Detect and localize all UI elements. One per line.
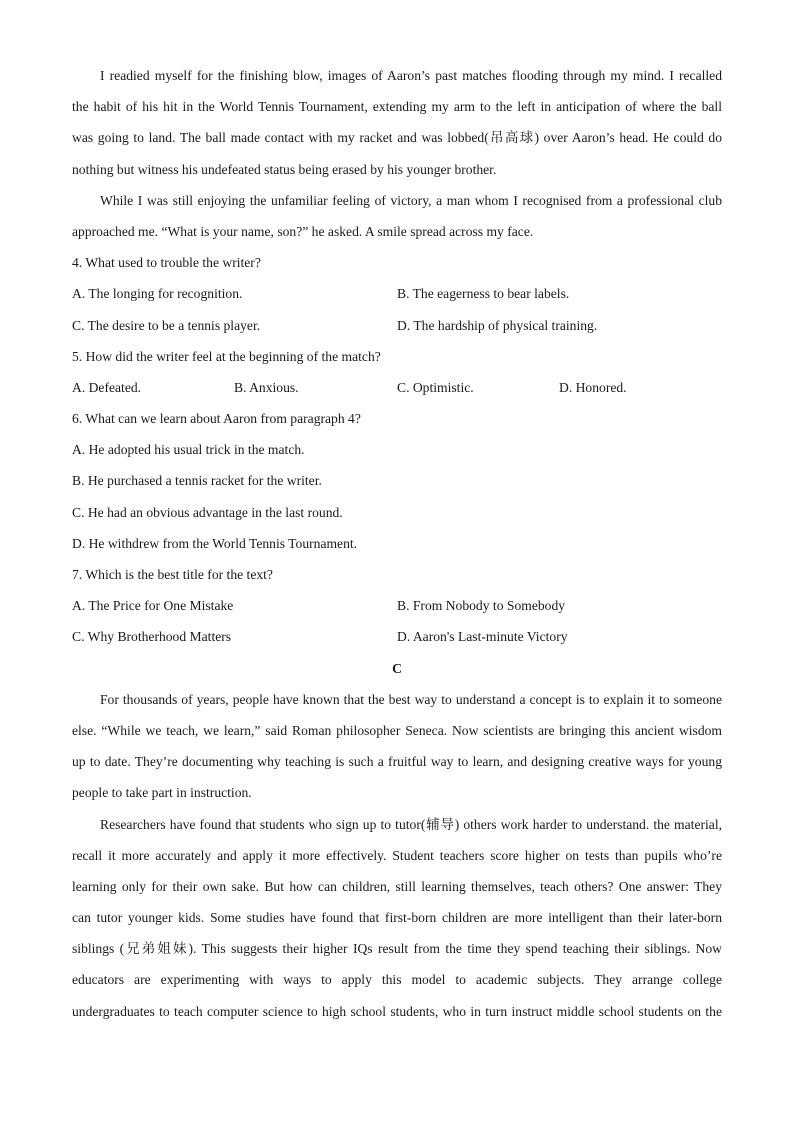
text-line: approached me. “What is your name, son?” he asked. A smile spread across my face.: [72, 223, 534, 239]
text-line: While I was still enjoying the unfamiliar feeling of victory, a man whom I recognised from a professional club: [100, 192, 722, 208]
text-line: can tutor younger kids. Some studies have found that first-born children are more intelligent than their later-born: [72, 910, 722, 926]
document-page: [72, 60, 722, 1027]
text-line: was going to land. The ball made contact with my racket and was lobbed(吊高球) over Aaron’s head. He could do: [72, 130, 722, 146]
text-line: up to date. They’re documenting why teaching is such a fruitful way to learn, and designing creative ways for young: [72, 754, 722, 770]
text-line: Researchers have found that students who sign up to tutor(辅导) others work harder to understand. the material,: [100, 816, 722, 832]
passage-c-paragraph-1: [72, 684, 722, 809]
option-b: B. The eagerness to bear labels.: [397, 286, 570, 302]
option-b: B. From Nobody to Somebody: [397, 598, 566, 614]
option-c: C. He had an obvious advantage in the last round.: [72, 504, 343, 520]
option-c: C. Optimistic.: [397, 379, 474, 395]
option-d: D. Aaron's Last-minute Victory: [397, 629, 568, 645]
option-row: [72, 372, 722, 403]
text-line: recall it more accurately and apply it more effectively. Student teachers score higher on tests than pupils who’re: [72, 847, 722, 863]
option-c: C. Why Brotherhood Matters: [72, 629, 232, 645]
question-6: [72, 403, 722, 559]
passage-c-paragraph-2: [72, 809, 722, 1027]
text-line: learning only for their own sake. But how can children, still learning themselves, teach others? One answer: They: [72, 878, 722, 894]
question-7: [72, 559, 722, 653]
question-stem: 7. Which is the best title for the text?: [72, 567, 273, 582]
text-line: I readied myself for the finishing blow, images of Aaron’s past matches flooding through my mind. I recalled: [100, 68, 722, 83]
option-row: [72, 590, 722, 621]
option-row: [72, 310, 722, 341]
text-line: nothing but witness his undefeated status being erased by his younger brother.: [72, 161, 497, 177]
question-5: [72, 341, 722, 403]
option-a: A. The longing for recognition.: [72, 286, 243, 302]
option-b: B. Anxious.: [234, 379, 299, 395]
option-d: D. The hardship of physical training.: [397, 317, 598, 333]
text-line: people to take part in instruction.: [72, 785, 252, 801]
section-heading: C: [392, 660, 402, 676]
text-line: undergraduates to teach computer science to high school students, who in turn instruct middle school students on the: [72, 1003, 722, 1019]
option-a: A. Defeated.: [72, 379, 142, 395]
question-stem: 5. How did the writer feel at the beginning of the match?: [72, 348, 381, 364]
text-line: the habit of his hit in the World Tennis Tournament, extending my arm to the left in anticipation of where the ball: [72, 99, 722, 115]
text-line: else. “While we teach, we learn,” said Roman philosopher Seneca. Now scientists are bringing this ancient wisdom: [72, 722, 722, 738]
option-a: A. The Price for One Mistake: [72, 598, 234, 614]
option-d: D. Honored.: [559, 379, 627, 395]
story-paragraph-1: [72, 60, 722, 185]
text-line: siblings (兄弟姐妹). This suggests their higher IQs result from the time they spend teaching their siblings. Now: [72, 941, 722, 957]
story-paragraph-2: [72, 185, 722, 247]
option-a: A. He adopted his usual trick in the match.: [72, 442, 305, 458]
question-stem: 6. What can we learn about Aaron from paragraph 4?: [72, 411, 361, 427]
option-c: C. The desire to be a tennis player.: [72, 317, 261, 333]
text-line: educators are experimenting with ways to apply this model to academic subjects. They arrange college: [72, 972, 722, 988]
question-stem: 4. What used to trouble the writer?: [72, 255, 261, 271]
option-d: D. He withdrew from the World Tennis Tournament.: [72, 535, 358, 551]
option-b: B. He purchased a tennis racket for the writer.: [72, 473, 322, 489]
question-4: [72, 247, 722, 341]
option-row: [72, 621, 722, 652]
option-row: [72, 278, 722, 309]
text-line: For thousands of years, people have known that the best way to understand a concept is to explain it to someone: [100, 691, 722, 707]
